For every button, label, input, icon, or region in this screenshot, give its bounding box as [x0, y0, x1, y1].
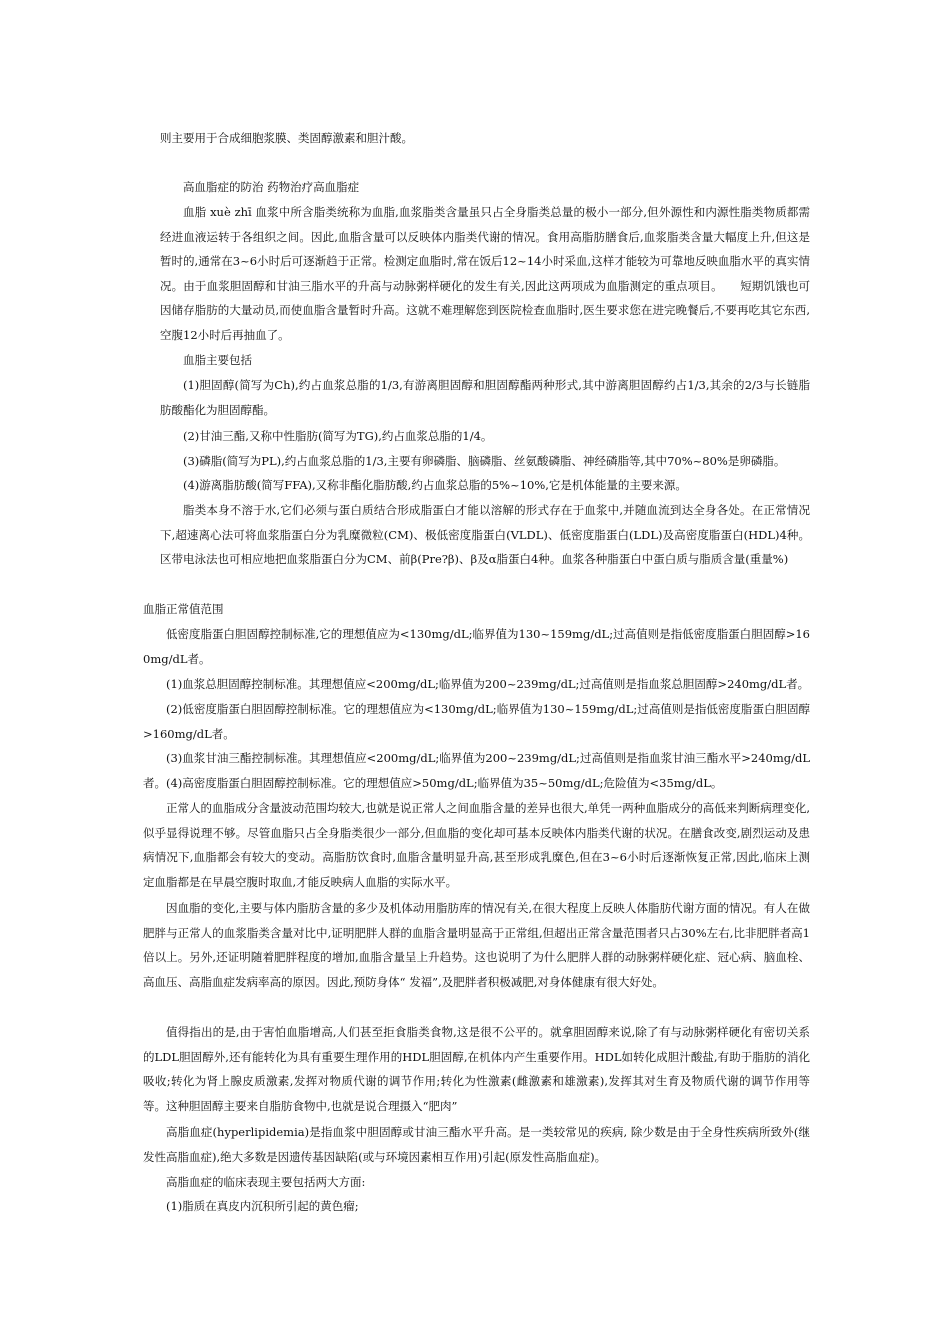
component-item: (1)胆固醇(简写为Ch),约占血浆总脂的1/3,有游离胆固醇和胆固醇酯两种形式,其中游离胆固醇约占1/3,其余的2/3与长链脂肪酸酯化为胆固醇酯。 [160, 378, 810, 417]
standard-item: (4)高密度脂蛋白胆固醇控制标准。它的理想值应>50mg/dL;临界值为35~50mg/dL;危险值为<35mg/dL。 [166, 776, 723, 790]
lipoprotein-paragraph: 脂类本身不溶于水,它们必须与蛋白质结合形成脂蛋白才能以溶解的形式存在于血浆中,并随血流到达全身各处。在正常情况下,超速离心法可将血浆脂蛋白分为乳糜微粒(CM)、极低密度脂蛋白(VLDL)、低密度脂蛋白(LDL)及高密度脂蛋白(HDL)4种。区带电泳法也可相应地把血浆脂蛋白分为CM、前β(Pre?β)、β及α脂蛋白4种。血浆各种脂蛋白中蛋白质与脂质含量(重量%) [160, 503, 810, 566]
standard-item: (2)低密度脂蛋白胆固醇控制标准。它的理想值应为<130mg/dL;临界值为130~159mg/dL;过高值则是指低密度脂蛋白胆固醇>160mg/dL者。 [143, 702, 810, 741]
component-item: (2)甘油三酯,又称中性脂肪(简写为TG),约占血浆总脂的1/4。 [183, 429, 493, 443]
component-item: (3)磷脂(简写为PL),约占血浆总脂的1/3,主要有卵磷脂、脑磷脂、丝氨酸磷脂、神经磷脂等,其中70%~80%是卵磷脂。 [183, 454, 786, 468]
section-heading: 高血脂症的防治 药物治疗高血脂症 [183, 180, 360, 194]
variation-paragraph: 正常人的血脂成分含量波动范围均较大,也就是说正常人之间血脂含量的差异也很大,单凭一两种血脂成分的高低来判断病理变化,似乎显得说理不够。尽管血脂只占全身脂类很少一部分,但血脂的变化却可基本反映体内脂类代谢的状况。在膳食改变,剧烈运动及患病情况下,血脂都会有较大的变动。高脂肪饮食时,血脂含量明显升高,甚至形成乳糜色,但在3~6小时后逐渐恢复正常,因此,临床上测定血脂都是在早晨空腹时取血,才能反映病人血脂的实际水平。 [143, 801, 810, 889]
normal-range-title: 血脂正常值范围 [143, 602, 224, 616]
component-item: (4)游离脂肪酸(简写FFA),又称非酯化脂肪酸,约占血浆总脂的5%~10%,它是机体能量的主要来源。 [183, 478, 687, 492]
clinical-title: 高脂血症的临床表现主要包括两大方面: [166, 1175, 366, 1189]
top-fragment: 则主要用于合成细胞浆膜、类固醇激素和胆汁酸。 [160, 131, 413, 145]
cholesterol-paragraph: 值得指出的是,由于害怕血脂增高,人们甚至拒食脂类食物,这是很不公平的。就拿胆固醇来说,除了有与动脉粥样硬化有密切关系的LDL胆固醇外,还有能转化为具有重要生理作用的HDL胆固醇,在机体内产生重要作用。HDL如转化成胆汁酸盐,有助于脂肪的消化吸收;转化为肾上腺皮质激素,发挥对物质代谢的调节作用;转化为性激素(雌激素和雄激素),发挥其对生育及物质代谢的调节作用等等。这种胆固醇主要来自脂肪食物中,也就是说合理摄入“肥肉” [143, 1025, 810, 1113]
standard-item: (1)血浆总胆固醇控制标准。其理想值应<200mg/dL;临界值为200~239mg/dL;过高值则是指血浆总胆固醇>240mg/dL者。 [166, 677, 810, 691]
components-title: 血脂主要包括 [183, 353, 252, 367]
standard-item: (3)血浆甘油三酯控制标准。其理想值应<200mg/dL;临界值为200~239mg/dL;过高值则是指血浆甘油三酯水平>240mg/dL者。 [143, 751, 810, 790]
definition-paragraph: 高脂血症(hyperlipidemia)是指血浆中胆固醇或甘油三酯水平升高。是一类较常见的疾病, 除少数是由于全身性疾病所致外(继发性高脂血症),绝大多数是因遗传基因缺陷(或与环境因素相互作用)引起(原发性高脂血症)。 [143, 1125, 810, 1164]
obesity-paragraph: 因血脂的变化,主要与体内脂肪含量的多少及机体动用脂肪库的情况有关,在很大程度上反映人体脂肪代谢方面的情况。有人在做肥胖与正常人的血浆脂类含量对比中,证明肥胖人群的血脂含量明显高于正常组,但超出正常含量范围者只占30%左右,比非肥胖者高1倍以上。另外,还证明随着肥胖程度的增加,血脂含量呈上升趋势。这也说明了为什么肥胖人群的动脉粥样硬化症、冠心病、脑血栓、高血压、高脂血症发病率高的原因。因此,预防身体“ 发福”,及肥胖者积极减肥,对身体健康有很大好处。 [143, 901, 810, 989]
intro-paragraph: 血脂 xuè zhī 血浆中所含脂类统称为血脂,血浆脂类含量虽只占全身脂类总量的极小一部分,但外源性和内源性脂类物质都需经进血液运转于各组织之间。因此,血脂含量可以反映体内脂类代谢的情况。食用高脂肪膳食后,血浆脂类含量大幅度上升,但这是暂时的,通常在3~6小时后可逐渐趋于正常。检测定血脂时,常在饭后12~14小时采血,这样才能较为可靠地反映血脂水平的真实情况。由于血浆胆固醇和甘油三脂水平的升高与动脉粥样硬化的发生有关,因此这两项成为血脂测定的重点项目。 短期饥饿也可因储存脂肪的大量动员,而使血脂含量暂时升高。这就不难理解您到医院检查血脂时,医生要求您在进完晚餐后,不要再吃其它东西,空腹12小时后再抽血了。 [160, 205, 810, 342]
clinical-item: (1)脂质在真皮内沉积所引起的黄色瘤; [166, 1199, 359, 1213]
ldl-intro-paragraph: 低密度脂蛋白胆固醇控制标准,它的理想值应为<130mg/dL;临界值为130~159mg/dL;过高值则是指低密度脂蛋白胆固醇>160mg/dL者。 [143, 627, 810, 666]
